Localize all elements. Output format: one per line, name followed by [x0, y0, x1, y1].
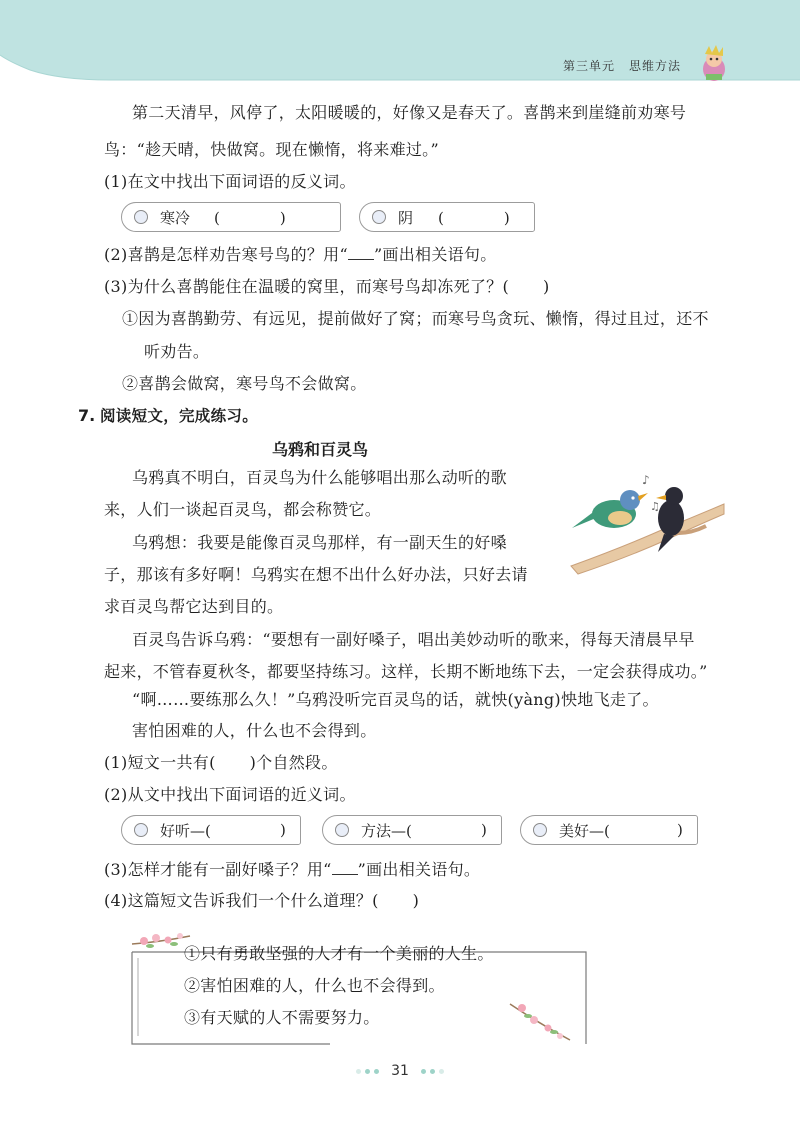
question-3: (3)为什么喜鹊能住在温暖的窝里，而寒号鸟却冻死了？( )	[104, 277, 550, 296]
answer-paren[interactable]: ( )	[438, 208, 510, 227]
prompt-word: 好听—(	[160, 821, 211, 840]
story-line: 百灵鸟告诉乌鸦：“要想有一副好嗓子，唱出美妙动听的歌来，得每天清晨早早	[132, 630, 695, 649]
prompt-word: 方法—(	[361, 821, 412, 840]
option: ③有天赋的人不需要努力。	[184, 1008, 380, 1027]
circle-bullet-icon	[134, 823, 148, 837]
story-line: “啊……要练那么久！”乌鸦没听完百灵鸟的话，就怏(yàng)怏地飞走了。	[132, 690, 659, 709]
synonym-box-3	[520, 815, 698, 845]
prompt-word: 阴	[398, 208, 414, 227]
circle-bullet-icon	[533, 823, 547, 837]
section-instruction: 阅读短文，完成练习。	[100, 407, 259, 425]
flower-branch-icon	[132, 933, 190, 948]
passage-line: 第二天清早，风停了，太阳暖暖的，好像又是春天了。喜鹊来到崖缝前劝寒号	[132, 103, 687, 122]
question-number: 7.	[78, 406, 96, 425]
antonym-box-1	[121, 202, 341, 232]
prompt-word: 美好—(	[559, 821, 610, 840]
story-line: 乌鸦想：我要是能像百灵鸟那样，有一副天生的好嗓	[132, 533, 507, 552]
question-s7-2: (2)从文中找出下面词语的近义词。	[104, 785, 356, 804]
antonym-box-2	[359, 202, 535, 232]
circle-bullet-icon	[134, 210, 148, 224]
answer-paren[interactable]: ( )	[214, 208, 286, 227]
story-line: 起来，不管春夏秋冬，都要坚持练习。这样，长期不断地练下去，一定会获得成功。”	[104, 662, 708, 681]
answer-paren[interactable]: )	[280, 821, 286, 839]
question-2: (2)喜鹊是怎样劝告寒号鸟的？用“ ”画出相关语句。	[104, 245, 497, 264]
birds-illustration	[566, 466, 726, 576]
question-s7-4: (4)这篇短文告诉我们一个什么道理？( )	[104, 891, 420, 910]
story-line: 害怕困难的人，什么也不会得到。	[132, 721, 377, 740]
question-1: (1)在文中找出下面词语的反义词。	[104, 172, 356, 191]
circle-bullet-icon	[372, 210, 386, 224]
circle-bullet-icon	[335, 823, 349, 837]
question-s7-1: (1)短文一共有( )个自然段。	[104, 753, 338, 772]
flower-branch-icon	[510, 1004, 570, 1040]
unit-label: 第三单元 思维方法	[563, 59, 682, 73]
svg-text:♪: ♪	[642, 473, 650, 487]
underline-mark	[332, 860, 358, 875]
mascot-icon	[697, 44, 731, 84]
prompt-word: 寒冷	[160, 208, 191, 227]
header-banner	[0, 0, 800, 100]
story-line: 求百灵鸟帮它达到目的。	[104, 597, 284, 616]
story-title: 乌鸦和百灵鸟	[272, 440, 369, 459]
option: ②害怕困难的人，什么也不会得到。	[184, 976, 445, 995]
option: ②喜鹊会做窝，寒号鸟不会做窝。	[122, 374, 367, 393]
option: ①因为喜鹊勤劳、有远见，提前做好了窝；而寒号鸟贪玩、懒惰，得过且过，还不	[122, 309, 709, 328]
synonym-box-1	[121, 815, 301, 845]
answer-paren[interactable]: )	[677, 821, 683, 839]
underline-mark	[348, 245, 374, 260]
page-number: 31	[350, 1063, 450, 1079]
answer-paren[interactable]: )	[481, 821, 487, 839]
option: ①只有勇敢坚强的人才有一个美丽的人生。	[184, 944, 494, 963]
story-line: 子，那该有多好啊！乌鸦实在想不出什么好办法，只好去请	[104, 565, 528, 584]
header-wave	[0, 0, 800, 100]
question-s7-3: (3)怎样才能有一副好嗓子？用“ ”画出相关语句。	[104, 860, 481, 879]
story-line: 来，人们一谈起百灵鸟，都会称赞它。	[104, 500, 382, 519]
passage-line: 鸟：“趁天晴，快做窝。现在懒惰，将来难过。”	[104, 140, 439, 159]
story-line: 乌鸦真不明白，百灵鸟为什么能够唱出那么动听的歌	[132, 468, 507, 487]
option: 听劝告。	[144, 342, 210, 361]
svg-text:♫: ♫	[650, 500, 660, 513]
synonym-box-2	[322, 815, 502, 845]
